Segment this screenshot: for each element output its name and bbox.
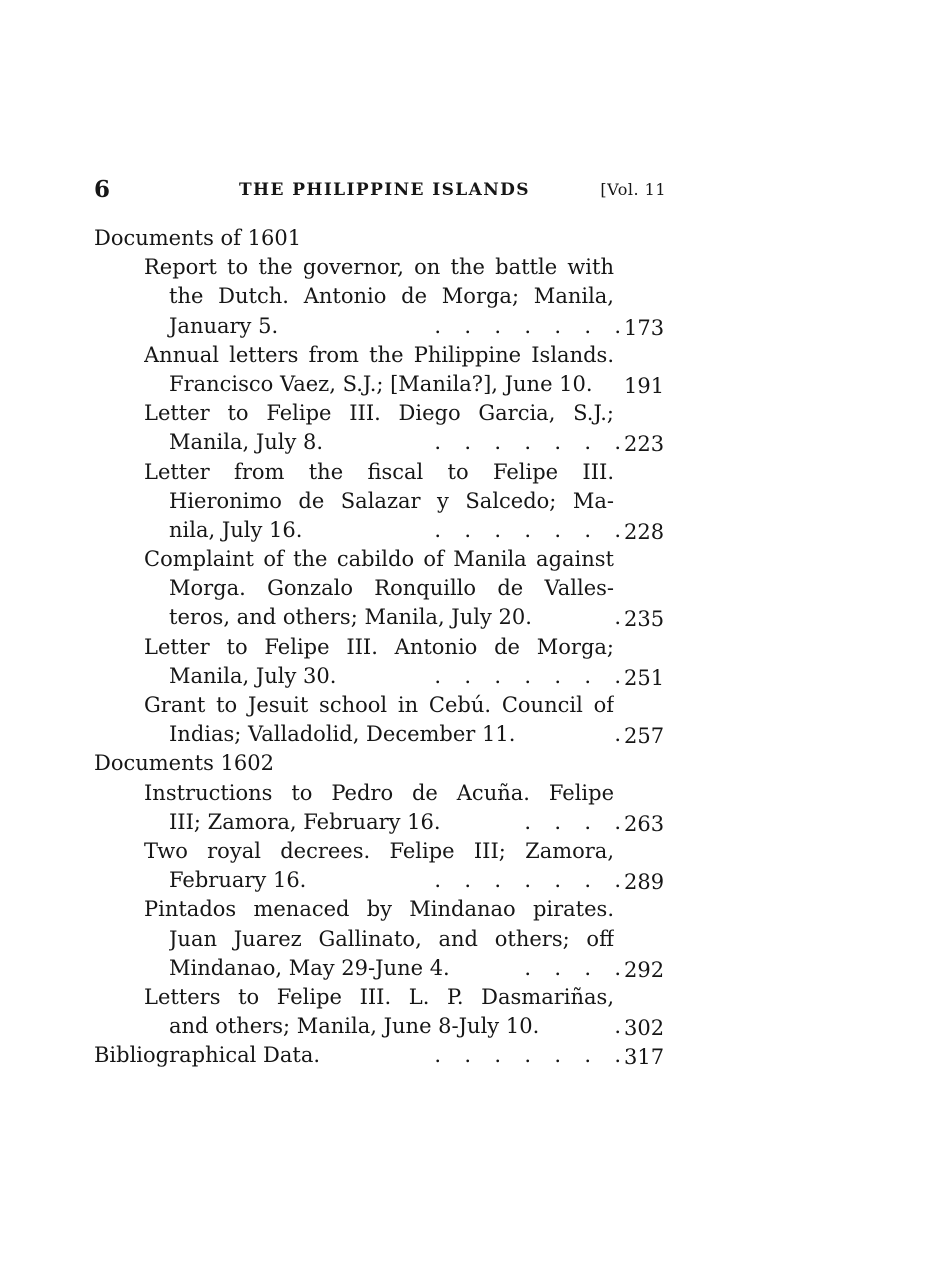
page-ref: 173: [624, 315, 665, 340]
toc-entry-line: Morga. Gonzalo Ronquillo de Valles-: [169, 576, 614, 601]
page-ref: 228: [624, 519, 665, 544]
dot-leader: . . . . . . .: [434, 517, 622, 542]
dot-leader: .: [614, 605, 622, 630]
dot-leader: . . . . . . .: [434, 868, 622, 893]
toc-entry-line: Letter to Felipe III. Diego Garcia, S.J.;: [144, 401, 614, 426]
dot-leader: . . . . . . .: [434, 430, 622, 455]
page-ref: 191: [624, 373, 665, 398]
toc-entry-line: January 5. . . . . . . . 173: [94, 312, 664, 341]
dot-leader: . . . . . . .: [434, 1043, 622, 1068]
toc-entry-line: III; Zamora, February 16. . . . . 263: [94, 808, 664, 837]
page-ref: 292: [624, 957, 665, 982]
toc-entry-line: teros, and others; Manila, July 20. . 235: [94, 603, 664, 632]
toc-entry-line: Manila, July 8. . . . . . . . 223: [94, 428, 664, 457]
section-heading: Documents of 1601: [94, 226, 302, 250]
page-ref: 235: [624, 607, 665, 632]
dot-leader: .: [614, 1014, 622, 1039]
toc-entry-line: Indias; Valladolid, December 11. . 257: [94, 720, 664, 749]
toc-entry-line: Letter to Felipe III. Antonio de Morga;: [144, 634, 614, 659]
toc-entry-line: Two royal decrees. Felipe III; Zamora,: [144, 838, 614, 863]
toc-entry-line: Instructions to Pedro de Acuña. Felipe: [144, 780, 614, 805]
page-ref: 263: [624, 811, 665, 836]
running-title: THE PHILIPPINE ISLANDS: [239, 180, 530, 200]
page-ref: 302: [624, 1016, 665, 1041]
toc-entry-line: nila, July 16. . . . . . . . 228: [94, 516, 664, 545]
toc-entry-line: Juan Juarez Gallinato, and others; off: [169, 926, 614, 951]
toc-entry-line: Report to the governor, on the battle with: [144, 255, 614, 280]
toc-entry-line: the Dutch. Antonio de Morga; Manila,: [169, 284, 614, 309]
toc-entry-line: Annual letters from the Philippine Islands.: [144, 342, 614, 367]
toc-entry-line: Complaint of the cabildo of Manila against: [144, 547, 614, 572]
toc-entry-line: Letters to Felipe III. L. P. Dasmariñas,: [144, 984, 614, 1009]
page-ref: 223: [624, 432, 665, 457]
toc-entry-line: Manila, July 30. . . . . . . . 251: [94, 662, 664, 691]
page-ref: 289: [624, 870, 665, 895]
toc-entry-line: Grant to Jesuit school in Cebú. Council of: [144, 693, 614, 717]
dot-leader: . . . . . . .: [434, 313, 622, 338]
page-ref: 251: [624, 665, 665, 690]
table-of-contents: [94, 224, 664, 1070]
volume-label: [Vol. 11: [600, 180, 666, 199]
toc-entry-line: Francisco Vaez, S.J.; [Manila?], June 10. 191: [94, 370, 664, 399]
toc-entry-line: Pintados menaced by Mindanao pirates.: [144, 897, 614, 922]
page-number: 6: [94, 176, 111, 203]
dot-leader: .: [614, 722, 622, 747]
toc-entry-line: Hieronimo de Salazar y Salcedo; Ma-: [169, 488, 614, 513]
dot-leader: . . . .: [524, 809, 622, 834]
page-ref: 317: [624, 1045, 665, 1070]
toc-entry-line: Mindanao, May 29-June 4. . . . . 292: [94, 954, 664, 983]
dot-leader: . . . .: [524, 955, 622, 980]
toc-entry-line: and others; Manila, June 8-July 10. . 302: [94, 1012, 664, 1041]
toc-entry-line: February 16. . . . . . . . 289: [94, 866, 664, 895]
page-ref: 257: [624, 724, 665, 749]
running-header: [94, 176, 666, 204]
dot-leader: . . . . . . .: [434, 663, 622, 688]
section-heading: Documents 1602: [94, 751, 274, 776]
toc-entry-line: Letter from the fiscal to Felipe III.: [144, 459, 614, 484]
toc-entry-line: Bibliographical Data. . . . . . . . 317: [94, 1041, 664, 1070]
